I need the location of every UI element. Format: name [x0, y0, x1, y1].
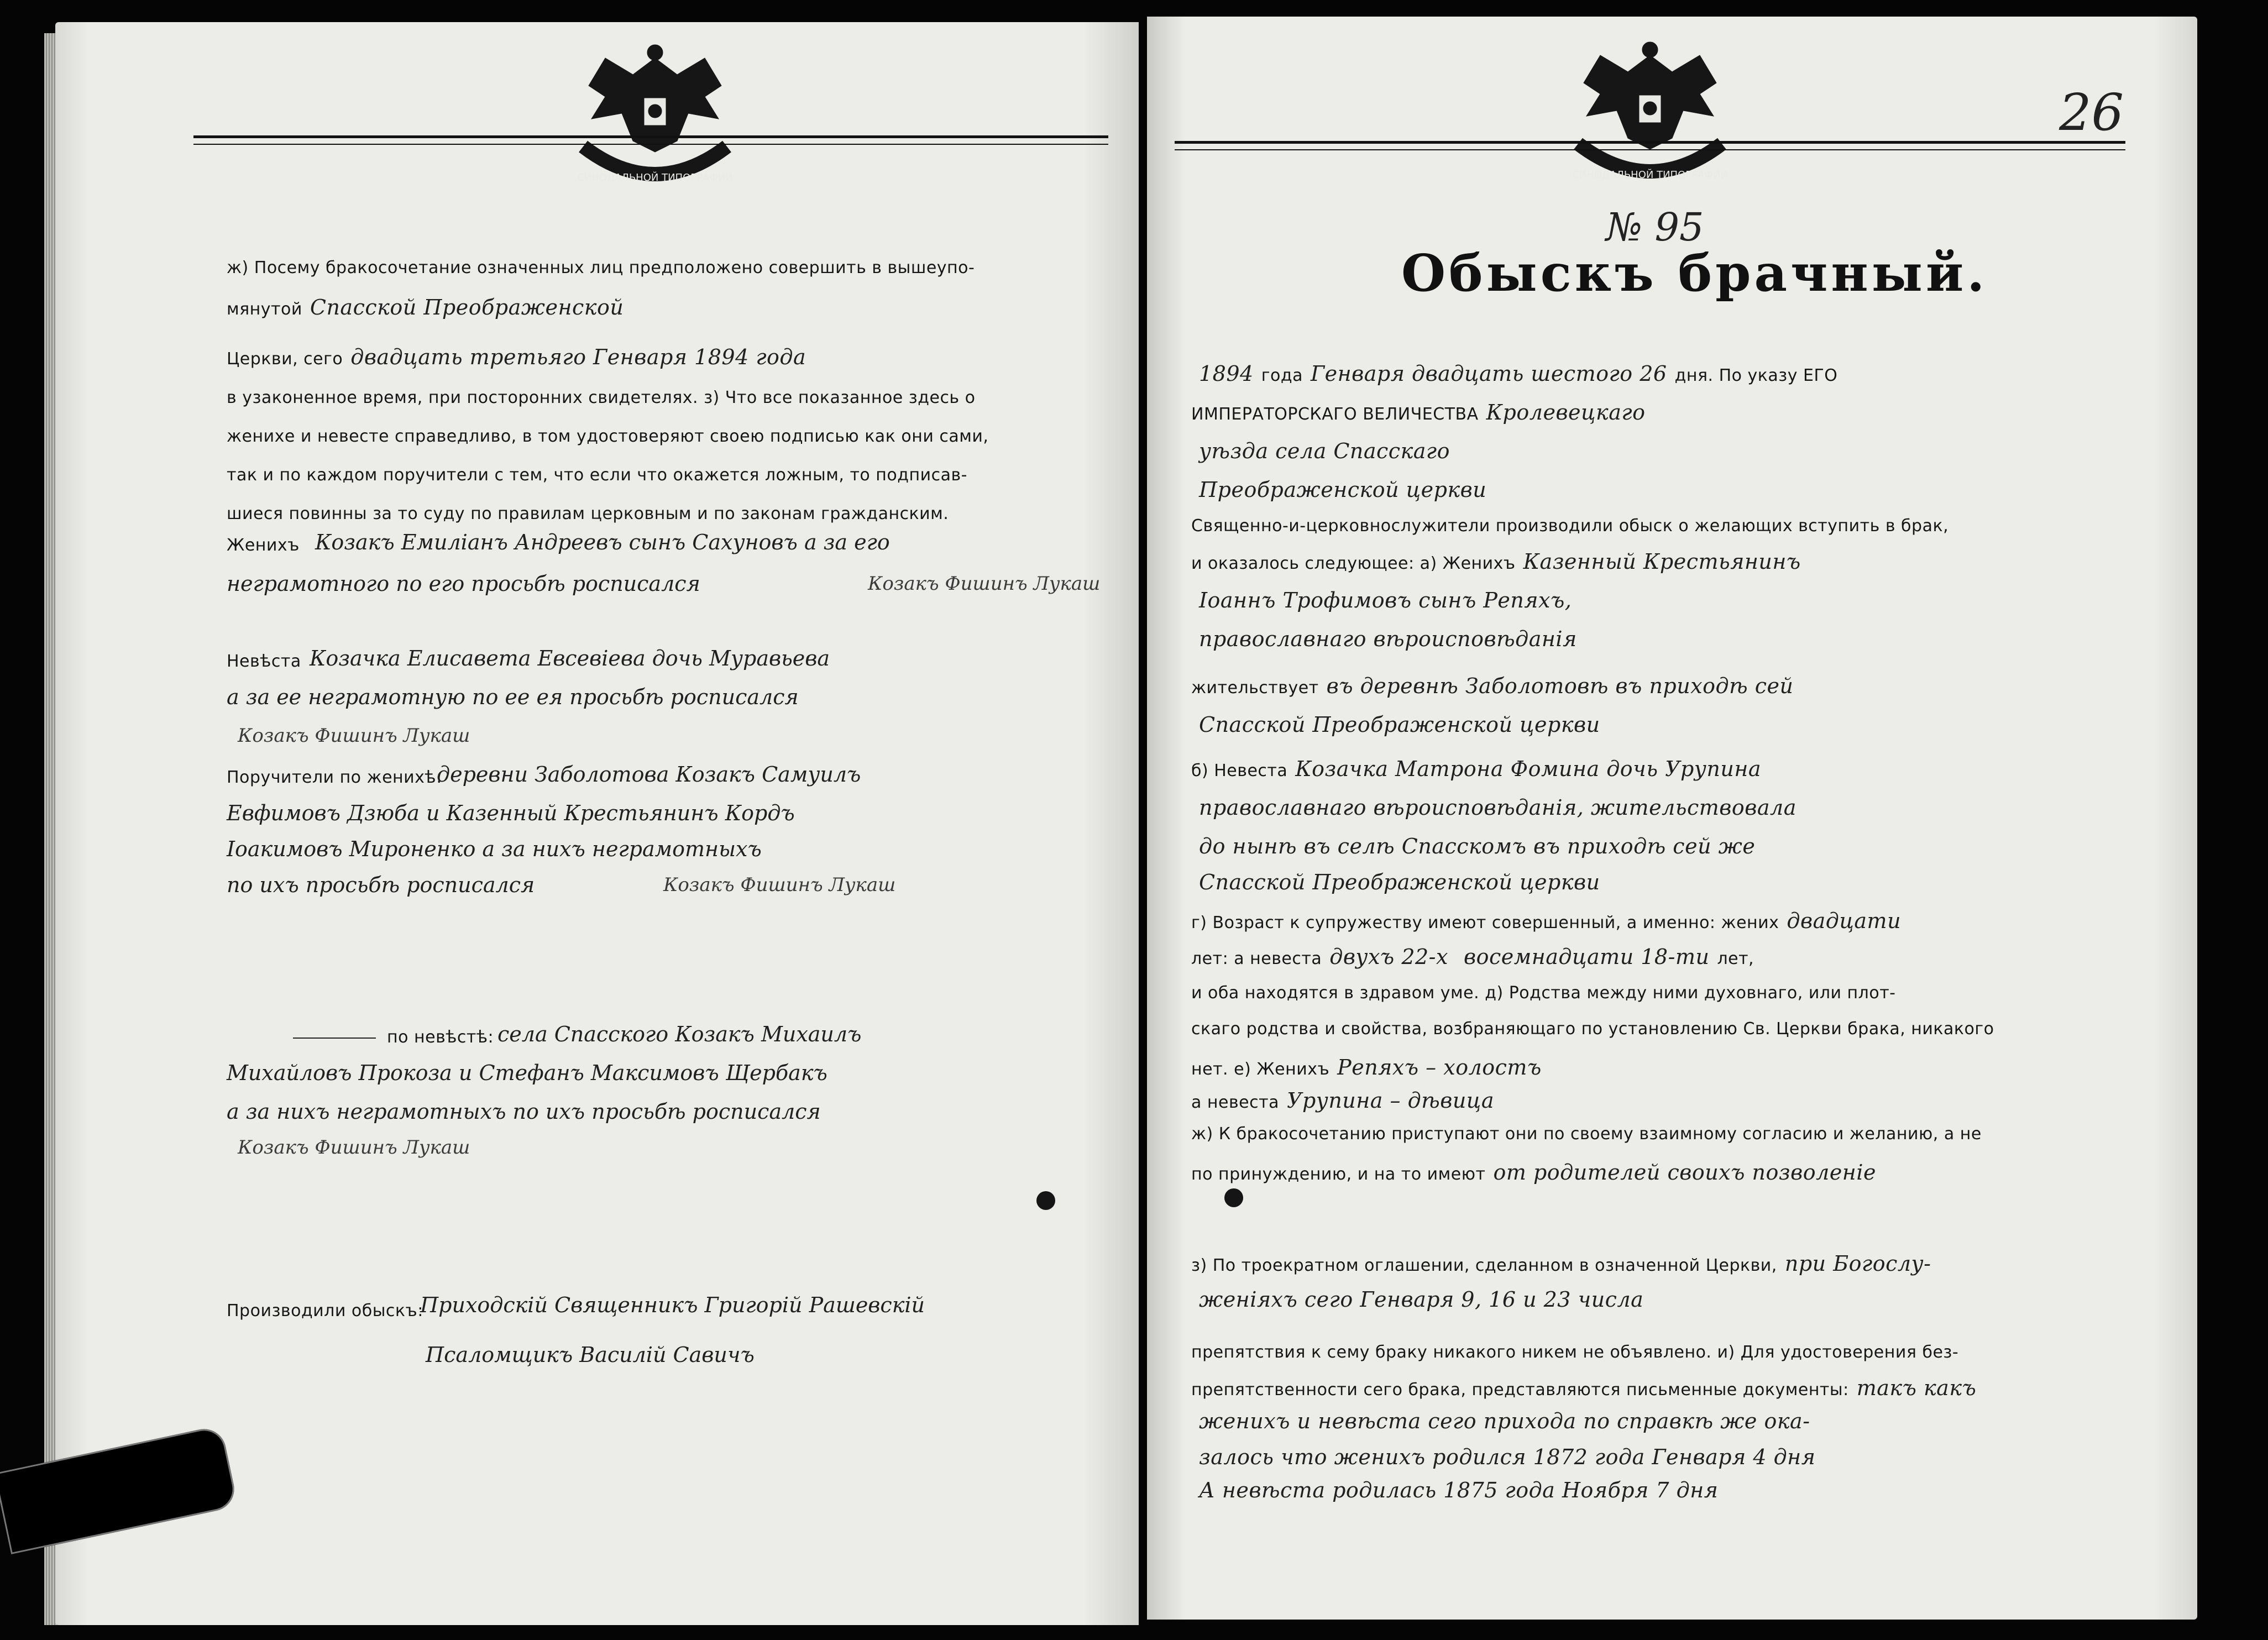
record-handwritten: Преображенской церкви	[1199, 478, 1487, 502]
record-handwritten: восемнадцати 18-ти	[1463, 945, 1710, 969]
record-line	[1191, 1374, 1984, 1402]
record-line	[1191, 793, 1804, 822]
record-line	[1191, 1249, 1939, 1278]
record-handwritten: женихъ и невѣста сего прихода по справкѣ же ока-	[1199, 1409, 1810, 1433]
clause-printed: в узаконенное время, при посторонних свидетелях. з) Что все показанное здесь о	[227, 388, 976, 407]
record-printed: препятствия к сему браку никакого никем не объявлено. и) Для удостоверения без-	[1191, 1343, 1959, 1362]
record-line	[1191, 1407, 1818, 1435]
clause-line	[227, 459, 975, 488]
record-line	[1191, 514, 1949, 538]
record-handwritten: уѣзда села Спасскаго	[1199, 439, 1450, 463]
record-printed: нет. е) Женихъ	[1191, 1060, 1330, 1079]
record-line	[1191, 942, 1754, 971]
groom-line2: неграмотного по его просьбѣ росписался	[227, 572, 700, 596]
bride-line1: Козачка Елисавета Евсевіева дочь Муравьева	[310, 646, 830, 670]
record-printed: лет,	[1717, 949, 1754, 968]
record-handwritten: двухъ 22-х	[1329, 945, 1448, 969]
page-number: 26	[2059, 83, 2124, 142]
record-line	[1191, 475, 1494, 504]
bride-label: Невѣста	[227, 652, 301, 671]
bride-line2: а за ее неграмотную по ее ея просьбѣ росписался	[227, 685, 799, 709]
record-handwritten: въ деревнѣ Заболотовѣ въ приходѣ сей	[1326, 674, 1794, 698]
record-line	[1191, 1476, 1726, 1505]
left-page	[55, 22, 1139, 1625]
svg-text:СИНОДАЛЬНОЙ ТИПОГРАФИИ: СИНОДАЛЬНОЙ ТИПОГРАФИИ	[1572, 169, 1728, 181]
clause-line	[227, 251, 982, 280]
record-handwritten: Репяхъ – холостъ	[1337, 1055, 1542, 1080]
record-line	[1191, 832, 1763, 861]
record-handwritten: А невѣста родилась 1875 года Ноября 7 дня	[1199, 1478, 1719, 1502]
conducted-label: Производили обыскъ:	[227, 1301, 423, 1321]
record-line	[1191, 437, 1458, 465]
record-handwritten: при Богослу-	[1784, 1251, 1931, 1276]
record-handwritten: Козачка Матрона Фомина дочь Урупина	[1295, 757, 1762, 781]
record-printed: года	[1261, 366, 1303, 385]
clause-line	[227, 497, 956, 526]
document-title: Обыскъ брачный.	[1401, 243, 1988, 303]
imperial-eagle-crest-right	[1562, 33, 1738, 199]
clause-handwritten: двадцать третьяго Генваря 1894 года	[350, 345, 806, 369]
record-line	[1191, 754, 1769, 783]
bride-guarantors-label	[293, 1025, 494, 1050]
top-rule-right	[1175, 141, 2125, 150]
record-handwritten: двадцати	[1787, 909, 1902, 933]
clause-line	[227, 381, 983, 410]
clause-printed: женихе и невесте справедливо, в том удостоверяют своею подписью как они сами,	[227, 427, 989, 446]
record-line	[1191, 359, 1837, 388]
record-line	[1191, 1122, 1982, 1146]
record-handwritten: Генваря двадцать шестого 26	[1310, 361, 1667, 386]
svg-text:СИНОДАЛЬНОЙ ТИПОГРАФИИ: СИНОДАЛЬНОЙ ТИПОГРАФИИ	[577, 172, 733, 184]
groom-guarantors-signature: Козакъ Фишинъ Лукаш	[663, 874, 896, 896]
record-line	[1191, 1443, 1823, 1471]
groom-guarantors-label: Поручители по женихѣ:	[227, 768, 442, 787]
record-printed: по принуждению, и на то имеют	[1191, 1165, 1486, 1184]
record-printed: а невеста	[1191, 1093, 1279, 1112]
record-line	[1191, 625, 1585, 653]
record-printed: б) Невеста	[1191, 761, 1288, 780]
record-line	[1191, 1158, 1884, 1187]
clause-printed: Церкви, сего	[227, 349, 343, 369]
record-line	[1191, 586, 1579, 615]
record-printed: з) По троекратном оглашении, сделанном в означенной Церкви,	[1191, 1256, 1777, 1275]
record-number: № 95	[1606, 205, 1704, 250]
bride-signature: Козакъ Фишинъ Лукаш	[238, 725, 470, 747]
record-line	[1191, 907, 1909, 935]
record-handwritten: залось что женихъ родился 1872 года Генваря 4 дня	[1199, 1445, 1816, 1469]
groom-guarantors-line3: Іоакимовъ Мироненко а за нихъ неграмотныхъ	[227, 837, 762, 861]
record-handwritten: Іоаннъ Трофимовъ сынъ Репяхъ,	[1199, 588, 1572, 612]
groom-line1: Козакъ Емиліанъ Андреевъ сынъ Сахуновъ а за его	[315, 530, 890, 554]
record-printed: ИМПЕРАТОРСКАГО ВЕЛИЧЕСТВА	[1191, 405, 1479, 424]
bride-guarantors-signature: Козакъ Фишинъ Лукаш	[238, 1136, 470, 1159]
record-printed: и оба находятся в здравом уме. д) Родства между ними духовнаго, или плот-	[1191, 983, 1896, 1003]
record-handwritten: такъ какъ	[1856, 1376, 1977, 1400]
record-printed: дня. По указу ЕГО	[1674, 366, 1838, 385]
imperial-eagle-crest-left	[567, 36, 743, 202]
record-line	[1191, 1053, 1549, 1082]
record-handwritten: православнаго вѣроисповѣданія, жительствовала	[1199, 795, 1796, 820]
right-page	[1147, 17, 2197, 1620]
conducted-line1: Приходскій Священникъ Григорій Рашевскій	[420, 1293, 925, 1317]
binding-hole	[1224, 1188, 1243, 1207]
record-line	[1191, 398, 1653, 427]
clause-printed: мянутой	[227, 300, 302, 319]
groom-guarantors-line2: Евфимовъ Дзюба и Казенный Крестьянинъ Кордъ	[227, 801, 795, 825]
bride-guarantors-line3: а за нихъ неграмотныхъ по ихъ просьбѣ росписался	[227, 1099, 821, 1124]
record-line	[1191, 547, 1809, 576]
clause-printed: так и по каждом поручители с тем, что если что окажется ложным, то подписав-	[227, 465, 968, 485]
clause-line	[227, 343, 806, 371]
record-line	[1191, 1086, 1502, 1115]
clause-printed: шиеся повинны за то суду по правилам церковным и по законам гражданским.	[227, 504, 949, 523]
record-handwritten: от родителей своихъ позволеніе	[1493, 1160, 1876, 1185]
record-handwritten: до нынѣ въ селѣ Спасскомъ въ приходѣ сей же	[1199, 834, 1756, 858]
clause-line	[227, 420, 996, 449]
groom-guarantors-line1: деревни Заболотова Козакъ Самуилъ	[437, 762, 861, 787]
record-handwritten: 1894	[1199, 361, 1254, 386]
top-rule-left	[193, 135, 1108, 145]
bride-guarantors-line1: села Спасского Козакъ Михаилъ	[497, 1022, 862, 1046]
groom-signature: Козакъ Фишинъ Лукаш	[868, 573, 1101, 595]
record-line	[1191, 1017, 1994, 1041]
record-line	[1191, 672, 1801, 700]
record-handwritten: Урупина – дѣвица	[1286, 1088, 1494, 1113]
record-handwritten: православнаго вѣроисповѣданія	[1199, 627, 1577, 651]
record-printed: г) Возраст к супружеству имеют совершенный, а именно: жених	[1191, 913, 1779, 932]
record-line	[1191, 1340, 1958, 1365]
record-line	[1191, 868, 1608, 897]
record-printed: ж) К бракосочетанию приступают они по своему взаимному согласию и желанию, а не	[1191, 1124, 1982, 1144]
binding-hole	[1036, 1191, 1055, 1210]
record-handwritten: женіяхъ сего Генваря 9, 16 и 23 числа	[1199, 1287, 1644, 1312]
record-line	[1191, 981, 1896, 1005]
conducted-line2: Псаломщикъ Василій Савичъ	[426, 1343, 755, 1367]
record-printed: препятственности сего брака, представляются письменные документы:	[1191, 1380, 1849, 1400]
record-printed: Священно-и-церковнослужители производили обыск о желающих вступить в брак,	[1191, 516, 1949, 536]
record-line	[1191, 710, 1608, 739]
record-handwritten: Казенный Крестьянинъ	[1523, 549, 1801, 574]
clause-handwritten: Спасской Преображенской	[310, 295, 624, 319]
record-handwritten: Спасской Преображенской церкви	[1199, 712, 1600, 737]
clause-printed: ж) Посему бракосочетание означенных лиц предположено совершить в вышеупо-	[227, 258, 975, 277]
groom-guarantors-line4: по ихъ просьбѣ росписался	[227, 873, 535, 897]
record-printed: лет: а невеста	[1191, 949, 1322, 968]
bride-guarantors-label-text: по невѣстѣ:	[387, 1028, 494, 1047]
record-printed: жительствует	[1191, 678, 1319, 698]
record-handwritten: Кролевецкаго	[1486, 400, 1646, 425]
groom-label: Женихъ	[227, 536, 300, 555]
record-printed: и оказалось следующее: а) Женихъ	[1191, 554, 1516, 573]
record-line	[1191, 1285, 1651, 1314]
record-handwritten: Спасской Преображенской церкви	[1199, 870, 1600, 894]
clause-line	[227, 293, 624, 322]
record-printed: скаго родства и свойства, возбраняющаго по установлению Св. Церкви брака, никакого	[1191, 1019, 1994, 1039]
bride-guarantors-line2: Михайловъ Прокоза и Стефанъ Максимовъ Щербакъ	[227, 1061, 827, 1085]
